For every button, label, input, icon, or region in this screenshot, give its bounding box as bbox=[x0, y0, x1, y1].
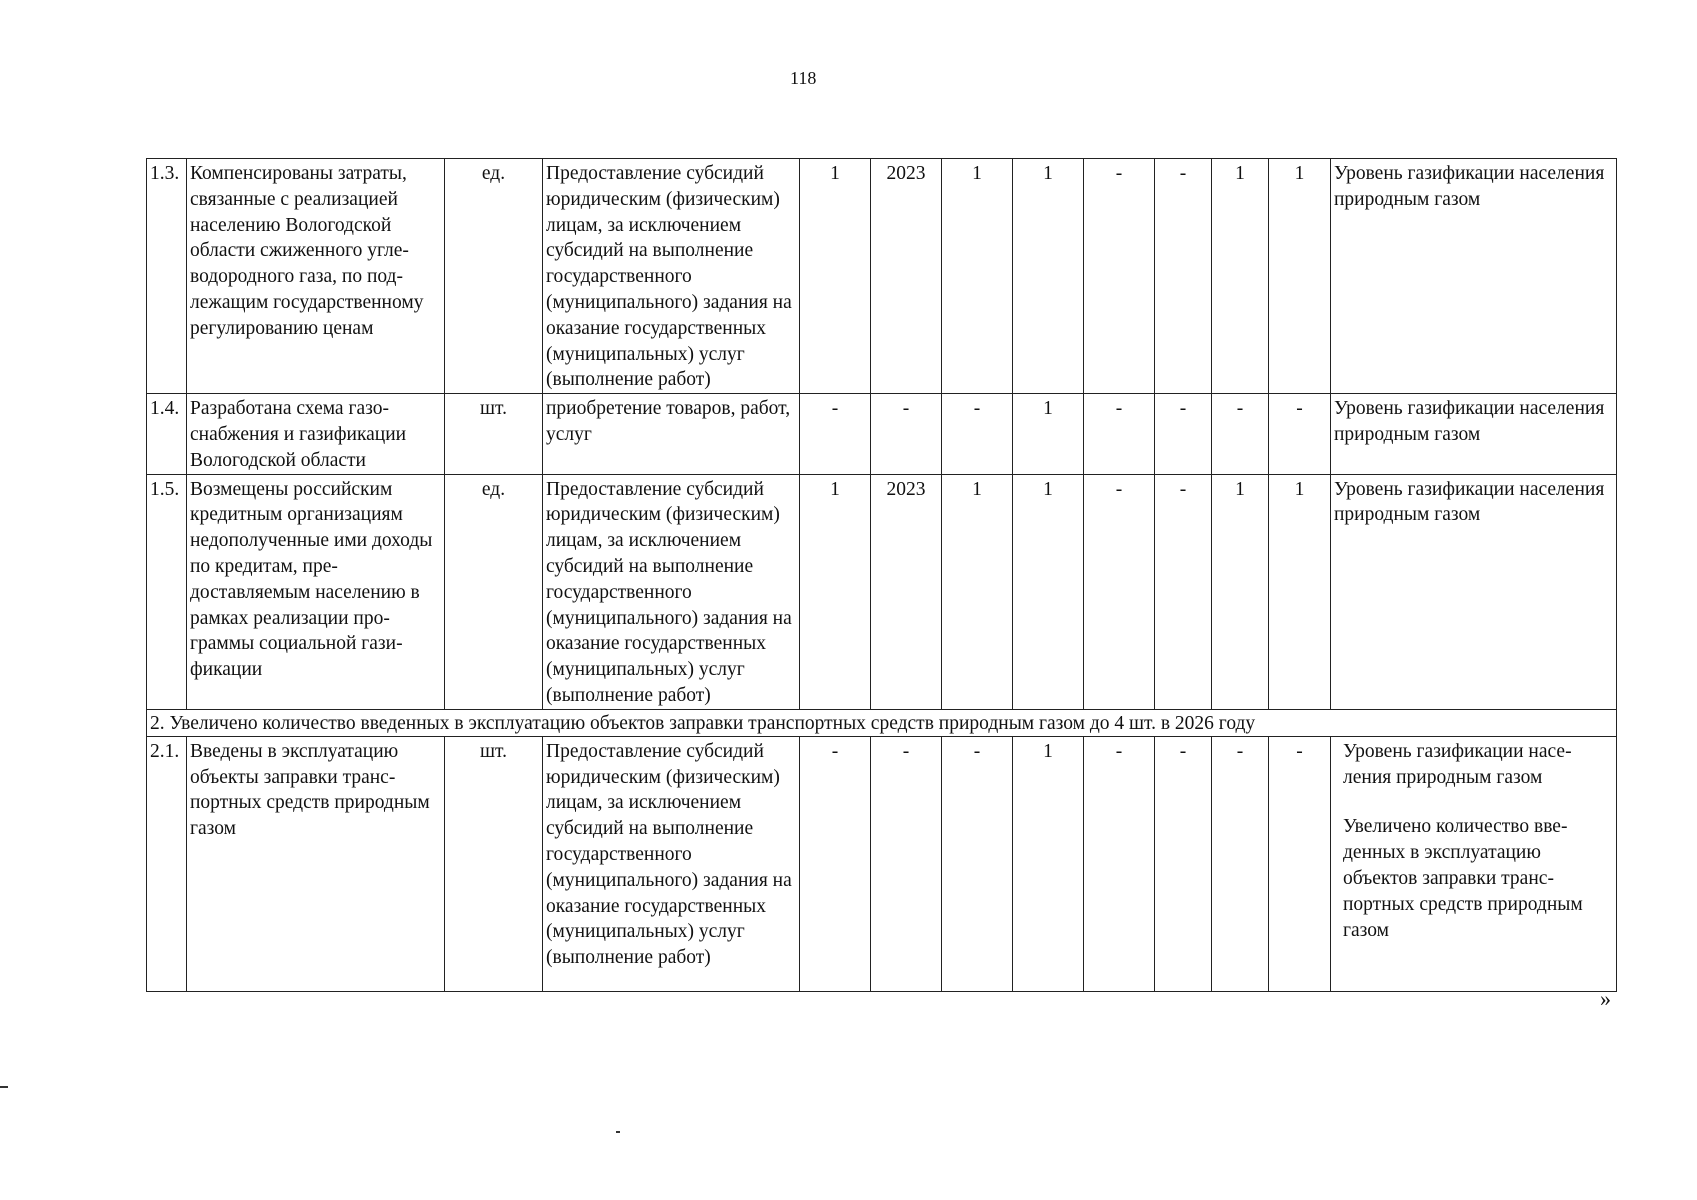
unit-cell: шт. bbox=[445, 736, 543, 991]
value-cell: - bbox=[1084, 736, 1155, 991]
closing-quote: » bbox=[1600, 986, 1611, 1011]
value-cell: 1 bbox=[1212, 474, 1269, 709]
value-cell: - bbox=[871, 394, 942, 474]
row-number: 1.5. bbox=[147, 474, 187, 709]
value-cell: - bbox=[942, 394, 1013, 474]
value-cell: 1 bbox=[942, 474, 1013, 709]
value-cell: 2023 bbox=[871, 159, 942, 394]
value-cell: 1 bbox=[1013, 159, 1084, 394]
value-cell: - bbox=[1155, 159, 1212, 394]
value-cell: 1 bbox=[1212, 159, 1269, 394]
value-cell: - bbox=[1084, 394, 1155, 474]
section-heading: 2. Увеличено количество введенных в эксплуатацию объектов заправки транспортных средств природным газом до 4 шт. в 2026 году bbox=[147, 709, 1617, 736]
table-row bbox=[147, 736, 1617, 991]
table-row bbox=[147, 159, 1617, 394]
result-type: Предоставление субсидий юридическим (физическим) лицам, за исключением субсидий на выполнение государственного (муниципального) задания на оказание государственных (муниципальных) услуг (выполнение работ) bbox=[543, 474, 800, 709]
value-cell: - bbox=[1269, 736, 1331, 991]
result-type: Предоставление субсидий юридическим (физическим) лицам, за исключением субсидий на выполнение государственного (муниципального) задания на оказание государственных (муниципальных) услуг (выполнение работ) bbox=[543, 736, 800, 991]
row-number: 1.4. bbox=[147, 394, 187, 474]
unit-cell: ед. bbox=[445, 159, 543, 394]
value-cell: - bbox=[1269, 394, 1331, 474]
value-cell: - bbox=[942, 736, 1013, 991]
value-cell: - bbox=[1155, 736, 1212, 991]
result-name: Возмещены российским кредитным организациям недополученные ими доходы по кредитам, предоставляемым населению в рамках реализации программы социальной газификации bbox=[187, 474, 445, 709]
value-cell: 1 bbox=[800, 159, 871, 394]
value-cell: - bbox=[800, 736, 871, 991]
value-cell: - bbox=[871, 736, 942, 991]
linked-indicator: Уровень газификации населения природным газом bbox=[1331, 394, 1617, 474]
result-type: приобретение товаров, работ, услуг bbox=[543, 394, 800, 474]
scan-mark bbox=[616, 1131, 620, 1133]
value-cell: - bbox=[800, 394, 871, 474]
row-number: 1.3. bbox=[147, 159, 187, 394]
indicator-text: Увеличено количество введенных в эксплуатацию объектов заправки транспортных средств природным газом bbox=[1343, 816, 1583, 941]
row-number: 2.1. bbox=[147, 736, 187, 991]
linked-indicator bbox=[1331, 736, 1617, 991]
table-row bbox=[147, 394, 1617, 474]
value-cell: 1 bbox=[1013, 394, 1084, 474]
unit-cell: ед. bbox=[445, 474, 543, 709]
result-name: Компенсированы затраты, связанные с реализацией населению Вологодской области сжиженного углеводородного газа, по подлежащим государственному регулированию ценам bbox=[187, 159, 445, 394]
value-cell: - bbox=[1212, 736, 1269, 991]
value-cell: - bbox=[1084, 474, 1155, 709]
value-cell: 1 bbox=[1013, 474, 1084, 709]
value-cell: 1 bbox=[1269, 474, 1331, 709]
value-cell: 1 bbox=[942, 159, 1013, 394]
result-name: Введены в эксплуатацию объекты заправки транспортных средств природным газом bbox=[187, 736, 445, 991]
value-cell: 2023 bbox=[871, 474, 942, 709]
value-cell: - bbox=[1084, 159, 1155, 394]
page-number: 118 bbox=[790, 68, 817, 88]
indicator-text: Уровень газификации населения природным газом bbox=[1343, 740, 1572, 788]
value-cell: 1 bbox=[800, 474, 871, 709]
value-cell: - bbox=[1212, 394, 1269, 474]
value-cell: 1 bbox=[1013, 736, 1084, 991]
result-type: Предоставление субсидий юридическим (физическим) лицам, за исключением субсидий на выполнение государственного (муниципального) задания на оказание государственных (муниципальных) услуг (выполнение работ) bbox=[543, 159, 800, 394]
result-name: Разработана схема газоснабжения и газификации Вологодской области bbox=[187, 394, 445, 474]
unit-cell: шт. bbox=[445, 394, 543, 474]
measures-table bbox=[146, 158, 1617, 992]
value-cell: - bbox=[1155, 474, 1212, 709]
linked-indicator: Уровень газификации населения природным газом bbox=[1331, 474, 1617, 709]
section-row bbox=[147, 709, 1617, 736]
value-cell: - bbox=[1155, 394, 1212, 474]
table-row bbox=[147, 474, 1617, 709]
value-cell: 1 bbox=[1269, 159, 1331, 394]
linked-indicator: Уровень газификации населения природным газом bbox=[1331, 159, 1617, 394]
scan-mark bbox=[0, 1086, 8, 1088]
